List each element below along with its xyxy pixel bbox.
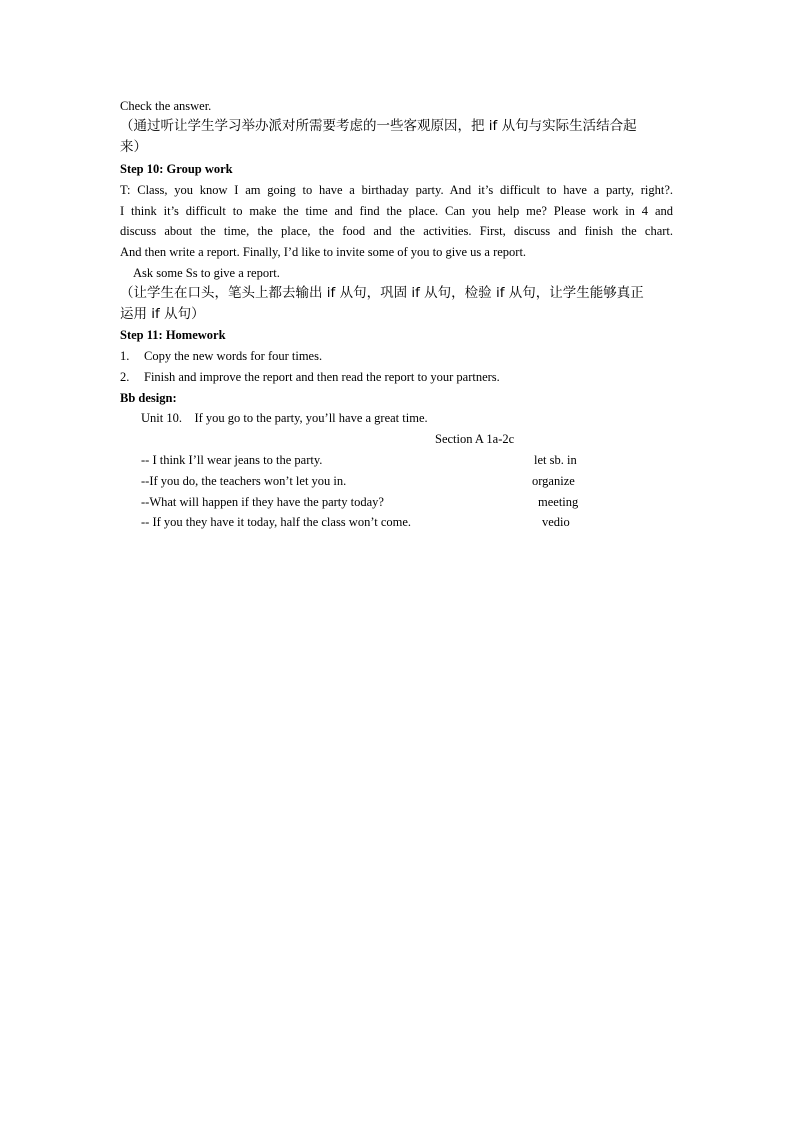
step-10-heading: Step 10: Group work xyxy=(120,162,233,176)
section-label: Section A 1a-2c xyxy=(435,432,515,446)
bb-sentence: -- I think I’ll wear jeans to the party. xyxy=(141,453,323,467)
bb-word: organize xyxy=(532,474,575,488)
note-2-line-2: 运用 if 从句） xyxy=(120,306,205,322)
bb-word: vedio xyxy=(542,515,570,529)
paragraph-line-3: discuss about the time, the place, the food and the activities. First, discuss and finish the chart. xyxy=(120,224,673,238)
step-11-heading: Step 11: Homework xyxy=(120,328,226,342)
homework-number: 2. xyxy=(120,370,130,384)
note-1-line-1: （通过听让学生学习举办派对所需要考虑的一些客观原因，把 if 从句与实际生活结合起 xyxy=(120,118,637,134)
bb-word: let sb. in xyxy=(534,453,577,467)
homework-item: Finish and improve the report and then read the report to your partners. xyxy=(144,370,500,384)
bb-design-heading: Bb design: xyxy=(120,391,177,405)
unit-title: Unit 10. If you go to the party, you’ll have a great time. xyxy=(141,411,428,425)
paragraph-line-2: I think it’s difficult to make the time and find the place. Can you help me? Please work in 4 and xyxy=(120,204,673,218)
bb-word: meeting xyxy=(538,495,579,509)
bb-sentence: --If you do, the teachers won’t let you in. xyxy=(141,474,347,488)
bb-sentence: -- If you they have it today, half the class won’t come. xyxy=(141,515,412,529)
paragraph-line-4: And then write a report. Finally, I’d like to invite some of you to give us a report. xyxy=(120,245,527,259)
paragraph-line-1: T: Class, you know I am going to have a birthaday party. And it’s difficult to have a party, right?. xyxy=(120,183,673,197)
ask-report-line: Ask some Ss to give a report. xyxy=(133,266,280,280)
bb-sentence: --What will happen if they have the party today? xyxy=(141,495,384,509)
note-2-line-1: （让学生在口头，笔头上都去输出 if 从句，巩固 if 从句，检验 if 从句，让学生能够真正 xyxy=(120,285,644,301)
homework-number: 1. xyxy=(120,349,130,363)
homework-item: Copy the new words for four times. xyxy=(144,349,323,363)
check-answer-line: Check the answer. xyxy=(120,99,212,113)
note-1-line-2: 来） xyxy=(120,139,147,155)
